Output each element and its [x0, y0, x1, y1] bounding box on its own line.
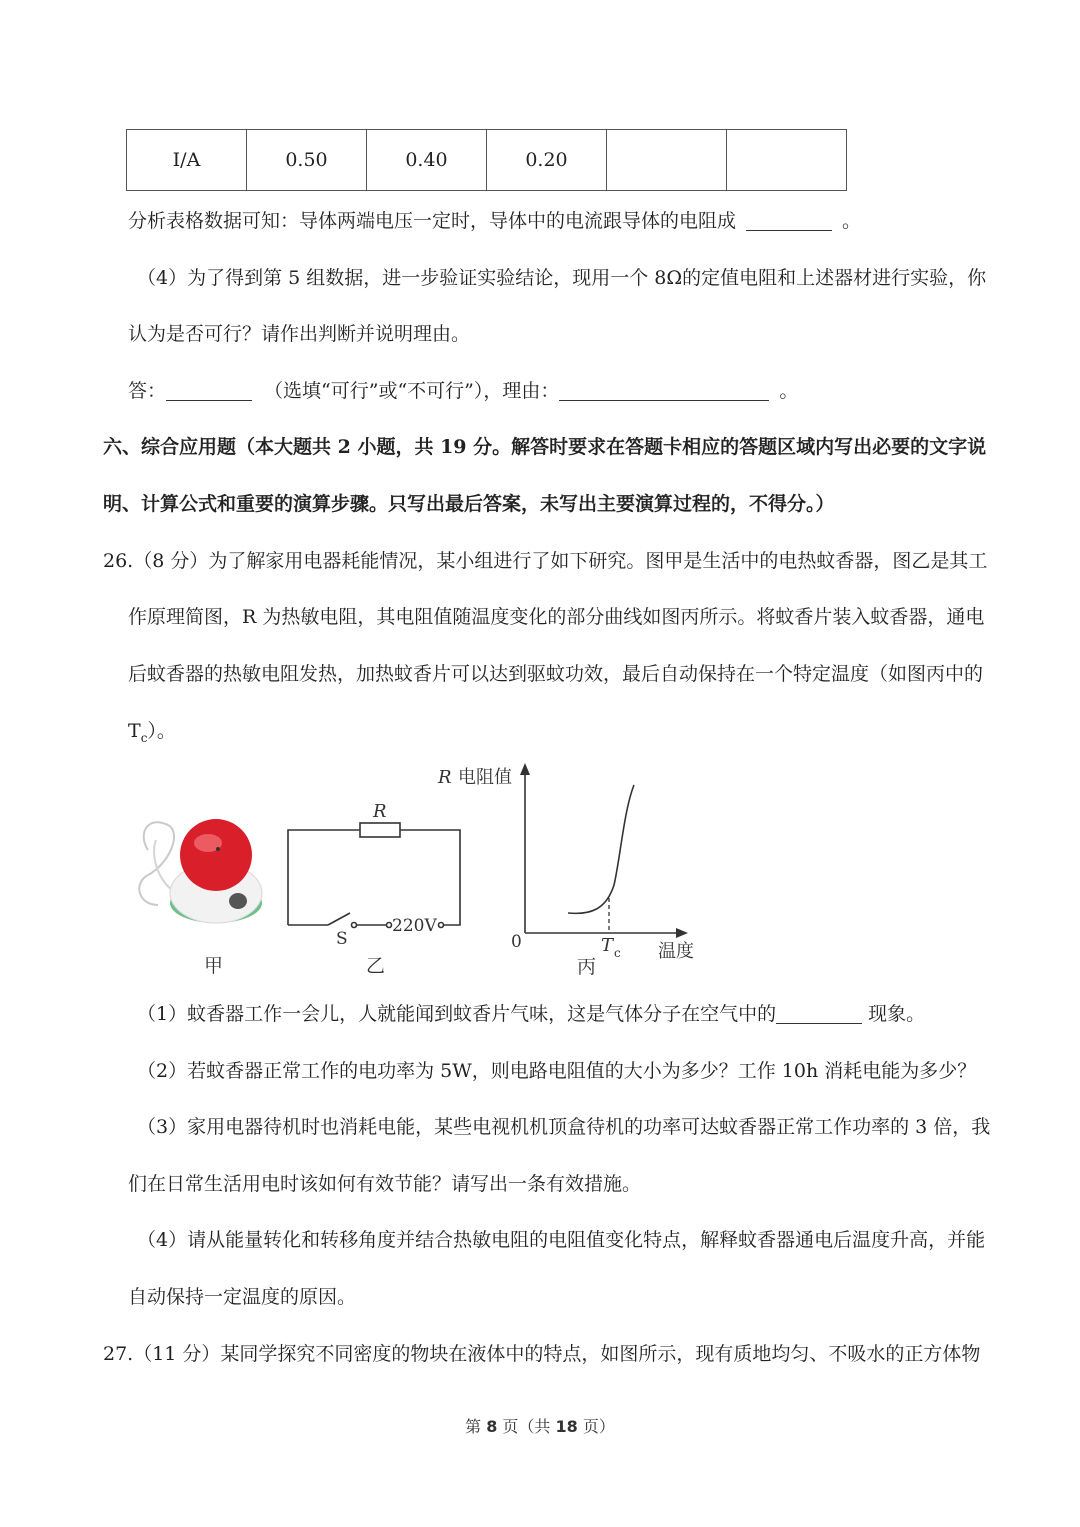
answer-blank	[776, 1003, 862, 1024]
table-cell: 0.40	[367, 130, 487, 191]
q27-line-1: 27.（11 分）某同学探究不同密度的物块在液体中的特点，如图所示，现有质地均匀、不吸水的正方体物	[103, 1343, 981, 1365]
q26-sub-4-line-2: 自动保持一定温度的原因。	[128, 1286, 357, 1308]
q26-line-2: 作原理简图，R 为热敏电阻，其电阻值随温度变化的部分曲线如图丙所示。将蚊香片装入蚊香器，通电	[128, 606, 985, 628]
tc-label: T	[601, 935, 614, 956]
q26-sub-1: （1）蚊香器工作一会儿，人就能闻到蚊香片气味，这是气体分子在空气中的 现象。	[137, 1003, 926, 1025]
q3-conclusion-line: 分析表格数据可知：导体两端电压一定时，导体中的电流跟导体的电阻成 。	[128, 210, 862, 232]
section-6-heading-line-2: 明、计算公式和重要的演算步骤。只写出最后答案，未写出主要演算过程的，不得分。）	[103, 493, 835, 515]
page-total: 18	[555, 1417, 578, 1436]
circuit-diagram-yi	[288, 823, 460, 928]
resistance-curve	[568, 785, 634, 913]
device-image-jia	[139, 819, 262, 923]
q26-sub-2: （2）若蚊香器正常工作的电功率为 5W，则电路电阻值的大小为多少？工作 10h 消耗电能为多少？	[137, 1060, 977, 1082]
q26-sub-4-line-1: （4）请从能量转化和转移角度并结合热敏电阻的电阻值变化特点，解释蚊香器通电后温度升高，并能	[137, 1229, 986, 1251]
y-axis-label: 电阻值	[458, 767, 512, 788]
q4-line-1: （4）为了得到第 5 组数据，进一步验证实验结论，现用一个 8Ω的定值电阻和上述器材进行实验，你	[137, 267, 987, 289]
origin-label: 0	[511, 932, 522, 952]
table-cell	[607, 130, 727, 191]
table-cell: 0.50	[247, 130, 367, 191]
figure-label-yi: 乙	[366, 955, 386, 977]
answer-blank	[166, 380, 252, 401]
voltage-label: 220V	[392, 916, 437, 936]
table-cell	[727, 130, 847, 191]
table-row	[127, 130, 847, 191]
q26-line-1: 26.（8 分）为了解家用电器耗能情况，某小组进行了如下研究。图甲是生活中的电热蚊香器，图乙是其工	[103, 550, 988, 572]
resistor-label: R	[373, 801, 387, 822]
page-footer: 第 8 页（共 18 页）	[465, 1417, 615, 1436]
section-6-heading-line-1: 六、综合应用题（本大题共 2 小题，共 19 分。解答时要求在答题卡相应的答题区域内写出必要的文字说	[103, 436, 987, 458]
x-axis-label: 温度	[658, 941, 694, 962]
q26-line-3: 后蚊香器的热敏电阻发热，加热蚊香片可以达到驱蚊功效，最后自动保持在一个特定温度（如图丙中的	[128, 663, 984, 685]
y-axis-r: R	[438, 767, 452, 788]
table-cell: 0.20	[487, 130, 607, 191]
q4-line-2: 认为是否可行？请作出判断并说明理由。	[128, 323, 471, 345]
answer-blank	[746, 210, 832, 231]
reason-blank	[559, 380, 769, 401]
page-number: 8	[486, 1417, 498, 1436]
switch-label: S	[336, 929, 348, 949]
figure-group	[128, 755, 708, 985]
figure-label-bing: 丙	[577, 956, 597, 978]
resistance-temperature-graph	[520, 763, 688, 938]
q4-answer-line: 答： （选填“可行”或“不可行”），理由： 。	[128, 380, 799, 402]
data-table	[126, 129, 847, 191]
table-cell: I/A	[127, 130, 247, 191]
tc-subscript: c	[614, 946, 621, 960]
q26-line-4: $T_c$）。	[128, 720, 176, 745]
figure-label-jia: 甲	[204, 955, 224, 977]
q26-sub-3-line-1: （3）家用电器待机时也消耗电能，某些电视机机顶盒待机的功率可达蚊香器正常工作功率的 3 倍，我	[137, 1116, 991, 1138]
q26-sub-3-line-2: 们在日常生活用电时该如何有效节能？请写出一条有效措施。	[128, 1173, 642, 1195]
